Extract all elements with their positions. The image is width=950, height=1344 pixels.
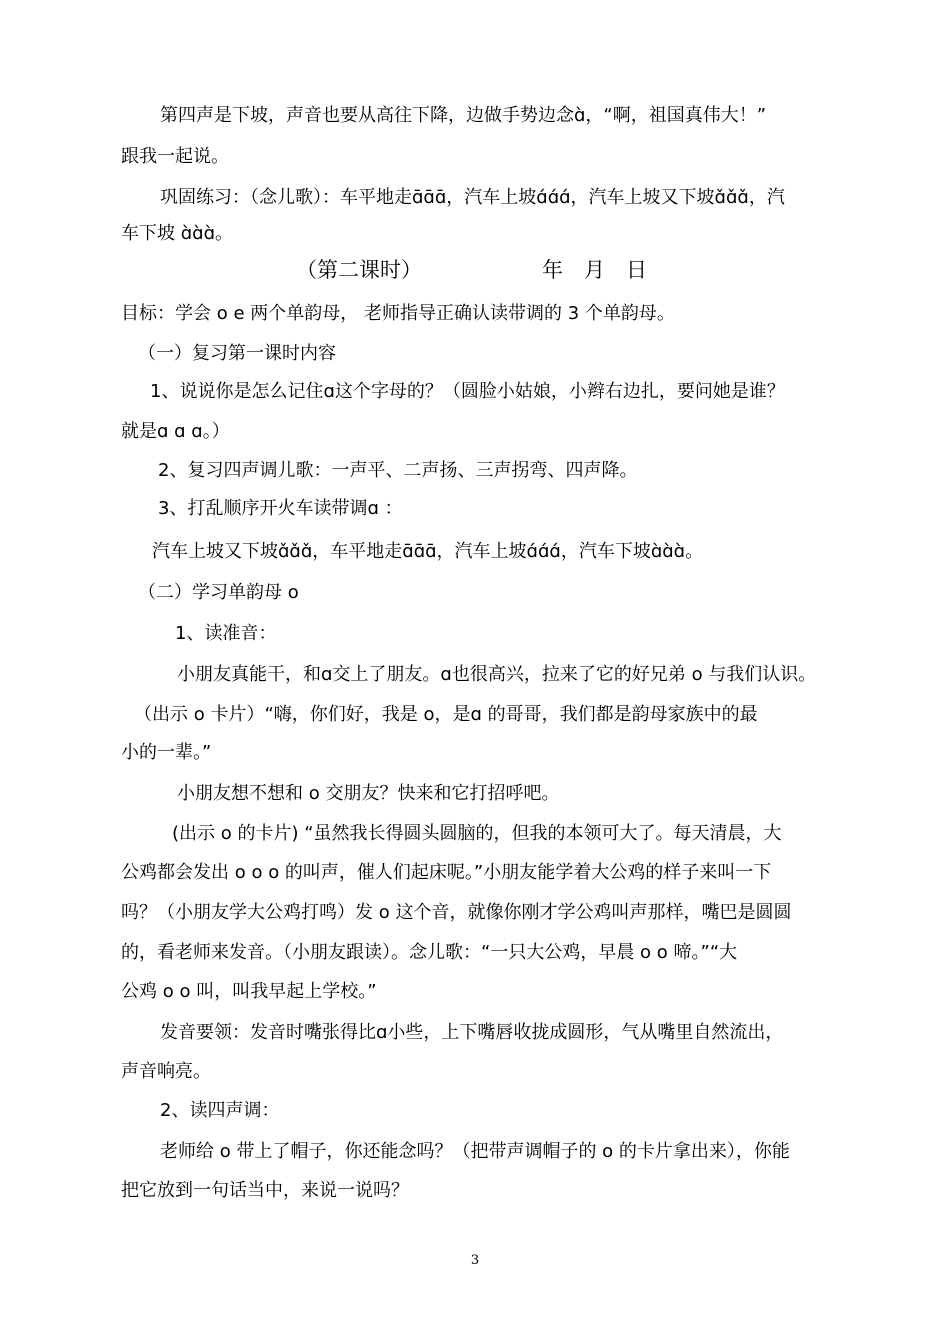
text-line: 的，看老师来发音。（小朋友跟读）。念儿歌：“一只大公鸡，早晨 o o 啼。”“大 xyxy=(121,942,738,963)
text-line: 小的一辈。” xyxy=(121,742,212,763)
text-line: 跟我一起说。 xyxy=(121,146,229,167)
text-line: 目标：学会 o e 两个单韵母， 老师指导正确认读带调的 3 个单韵母。 xyxy=(121,303,675,324)
text-line: （出示 o 卡片）“嗨，你们好，我是 o，是ɑ 的哥哥，我们都是韵母家族中的最 xyxy=(134,704,758,725)
text-line: 1、说说你是怎么记住ɑ这个字母的？（圆脸小姑娘，小辫右边扎，要问她是谁？ xyxy=(150,381,785,402)
text-line: 小朋友真能干，和ɑ交上了朋友。ɑ也很高兴，拉来了它的好兄弟 o 与我们认识。 xyxy=(177,664,817,685)
date-heading: 年 月 日 xyxy=(542,258,647,282)
text-line: 第四声是下坡，声音也要从高往下降，边做手势边念ɑ̀，“啊，祖国真伟大！” xyxy=(160,105,767,126)
text-line: 公鸡都会发出 o o o 的叫声，催人们起床呢。”小朋友能学着大公鸡的样子来叫一下 xyxy=(121,862,772,883)
text-line: 车下坡 ɑ̀ɑ̀ɑ̀。 xyxy=(121,223,233,244)
text-line: (出示 o 的卡片) “虽然我长得圆头圆脑的，但我的本领可大了。每天清晨，大 xyxy=(172,823,782,844)
text-line: 汽车上坡又下坡ɑ̌ɑ̌ɑ̌，车平地走ɑ̄ɑ̄ɑ̄，汽车上坡ɑ́ɑ́ɑ́，汽车下坡ɑ̀ɑ̀ɑ̀。 xyxy=(152,541,704,562)
text-line: 就是ɑ ɑ ɑ。） xyxy=(121,421,230,442)
session-heading: （第二课时） xyxy=(296,258,422,282)
text-line: 声音响亮。 xyxy=(121,1061,211,1082)
text-line: 1、读准音： xyxy=(175,623,277,644)
text-line: 老师给 o 带上了帽子，你还能念吗？（把带声调帽子的 o 的卡片拿出来），你能 xyxy=(160,1141,790,1162)
text-line: 吗？（小朋友学大公鸡打鸣）发 o 这个音，就像你刚才学公鸡叫声那样，嘴巴是圆圆 xyxy=(121,902,792,923)
page-number: 3 xyxy=(470,1253,480,1268)
text-line: （一）复习第一课时内容 xyxy=(138,343,336,364)
text-line: 3、打乱顺序开火车读带调ɑ ： xyxy=(158,498,403,519)
text-line: 发音要领：发音时嘴张得比ɑ小些，上下嘴唇收拢成圆形，气从嘴里自然流出， xyxy=(160,1022,784,1043)
text-line: 2、读四声调： xyxy=(160,1100,280,1121)
text-line: 2、复习四声调儿歌：一声平、二声扬、三声拐弯、四声降。 xyxy=(158,460,638,481)
text-line: 巩固练习：（念儿歌）：车平地走ɑ̄ɑ̄ɑ̄，汽车上坡ɑ́ɑ́ɑ́，汽车上坡又下坡ɑ̌ɑ̌ɑ̌，汽 xyxy=(160,187,785,208)
text-line: 把它放到一句话当中，来说一说吗？ xyxy=(121,1180,409,1201)
text-line: 公鸡 o o 叫，叫我早起上学校。” xyxy=(121,981,377,1002)
text-line: （二）学习单韵母 o xyxy=(138,582,299,603)
text-line: 小朋友想不想和 o 交朋友？快来和它打招呼吧。 xyxy=(177,783,560,804)
